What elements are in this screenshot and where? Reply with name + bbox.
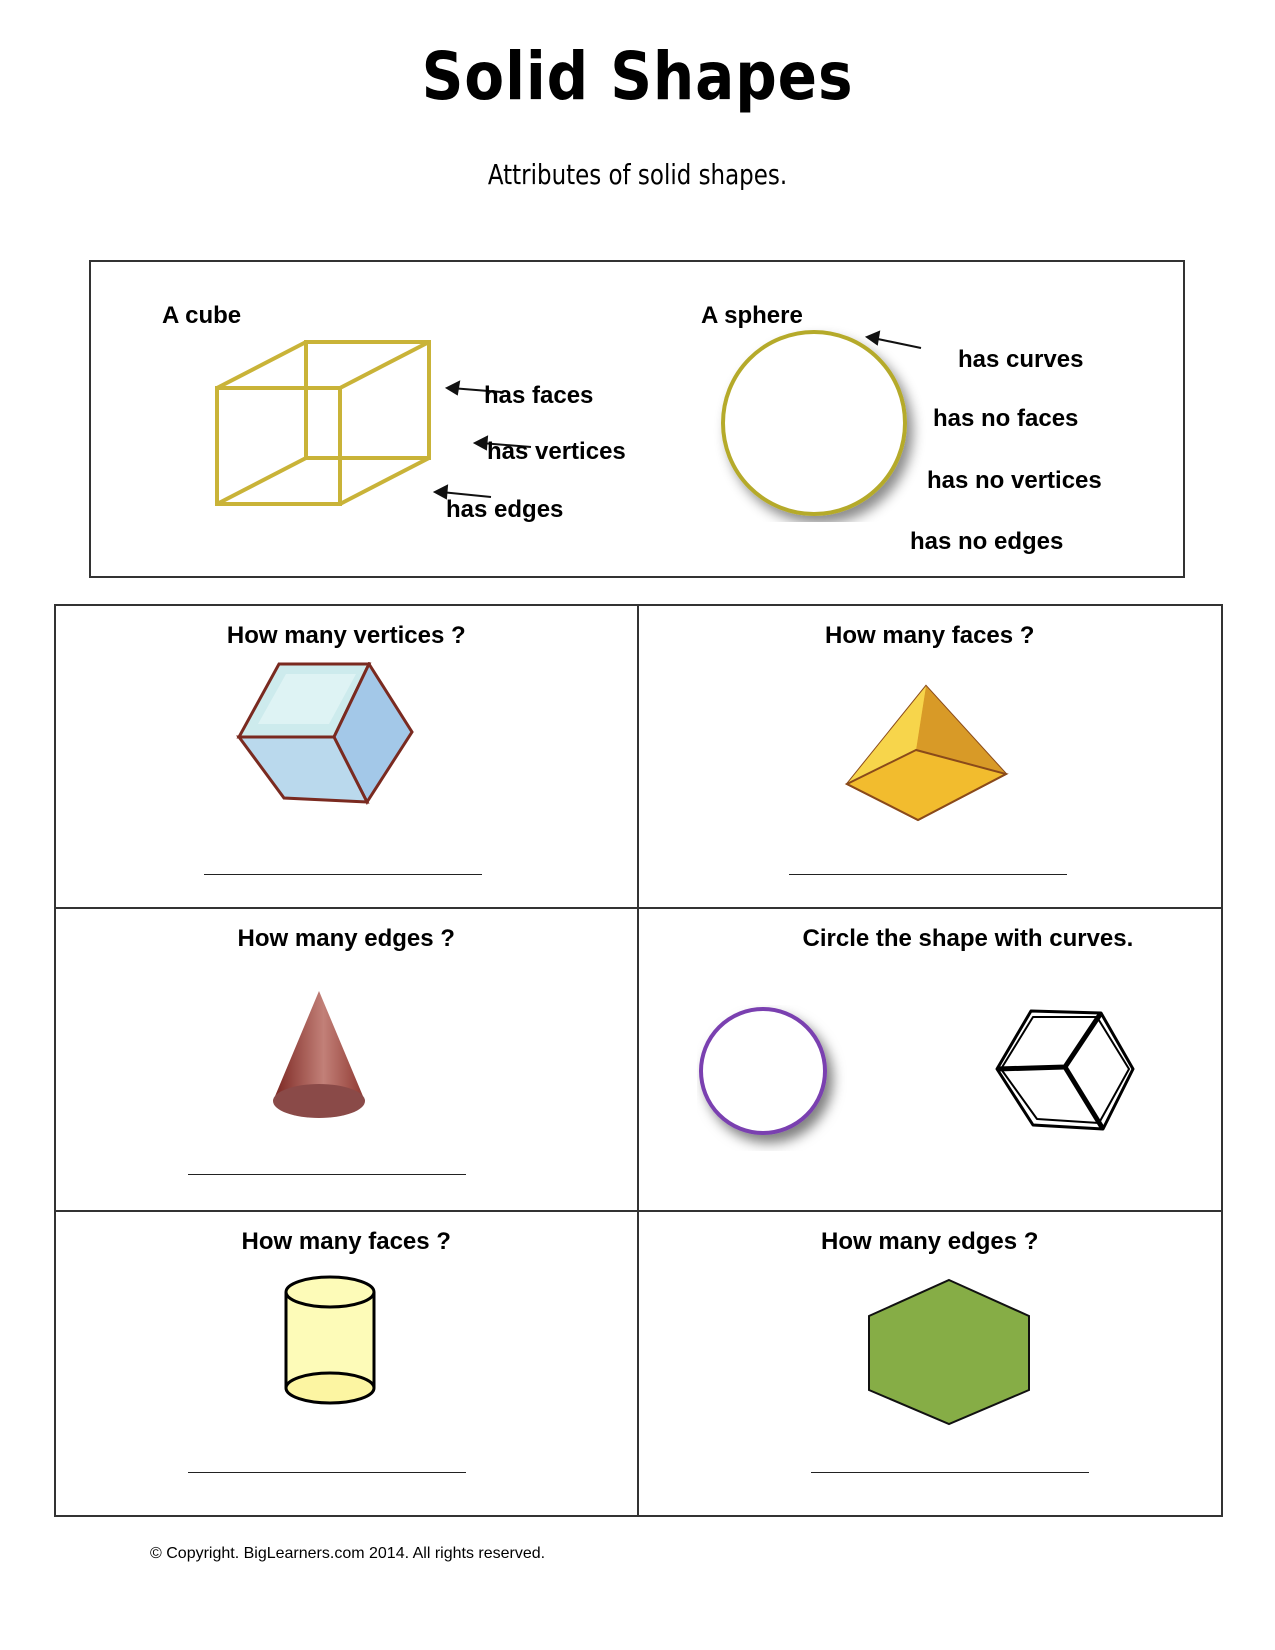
answer-line[interactable]: [789, 874, 1067, 875]
question-text: How many vertices ?: [226, 622, 466, 649]
question-grid: [54, 604, 1223, 1517]
question-cell-edges-cone: [56, 909, 639, 1212]
question-text: How many faces ?: [241, 1228, 451, 1255]
question-text: How many faces ?: [825, 622, 1035, 649]
answer-line[interactable]: [811, 1472, 1089, 1473]
cylinder-icon: [282, 1274, 378, 1408]
question-text: Circle the shape with curves.: [802, 925, 1134, 952]
cube-outline-icon[interactable]: [993, 1007, 1143, 1137]
answer-line[interactable]: [188, 1174, 466, 1175]
sphere-label-no-faces: has no faces: [933, 405, 1079, 432]
cube-label-faces: has faces: [484, 382, 594, 409]
page-title: Solid Shapes: [421, 38, 854, 115]
attributes-box: [89, 260, 1185, 578]
circle-icon[interactable]: [697, 1005, 847, 1151]
cube-heading: A cube: [162, 302, 242, 329]
answer-line[interactable]: [204, 874, 482, 875]
cone-icon: [270, 989, 370, 1121]
sphere-icon: [711, 312, 941, 522]
question-text: How many edges ?: [821, 1228, 1039, 1255]
question-cell-edges-hexagon: [639, 1212, 1222, 1515]
page-subtitle: Attributes of solid shapes.: [487, 158, 788, 191]
cube-label-vertices: has vertices: [487, 438, 626, 465]
sphere-label-curves: has curves: [958, 346, 1084, 373]
copyright-footer: © Copyright. BigLearners.com 2014. All rights reserved.: [150, 1545, 546, 1562]
question-text: How many edges ?: [237, 925, 455, 952]
pyramid-icon: [844, 684, 1012, 824]
hexagonal-prism-icon: [865, 1278, 1033, 1426]
sphere-label-no-vertices: has no vertices: [927, 467, 1102, 494]
question-cell-circle-curves: [639, 909, 1222, 1212]
cube-label-edges: has edges: [446, 496, 564, 523]
question-cell-vertices: [56, 606, 639, 909]
cube-icon: [236, 662, 416, 808]
question-cell-faces-pyramid: [639, 606, 1222, 909]
question-cell-faces-cylinder: [56, 1212, 639, 1515]
sphere-label-no-edges: has no edges: [910, 528, 1064, 555]
answer-line[interactable]: [188, 1472, 466, 1473]
sphere-heading: A sphere: [701, 302, 803, 329]
